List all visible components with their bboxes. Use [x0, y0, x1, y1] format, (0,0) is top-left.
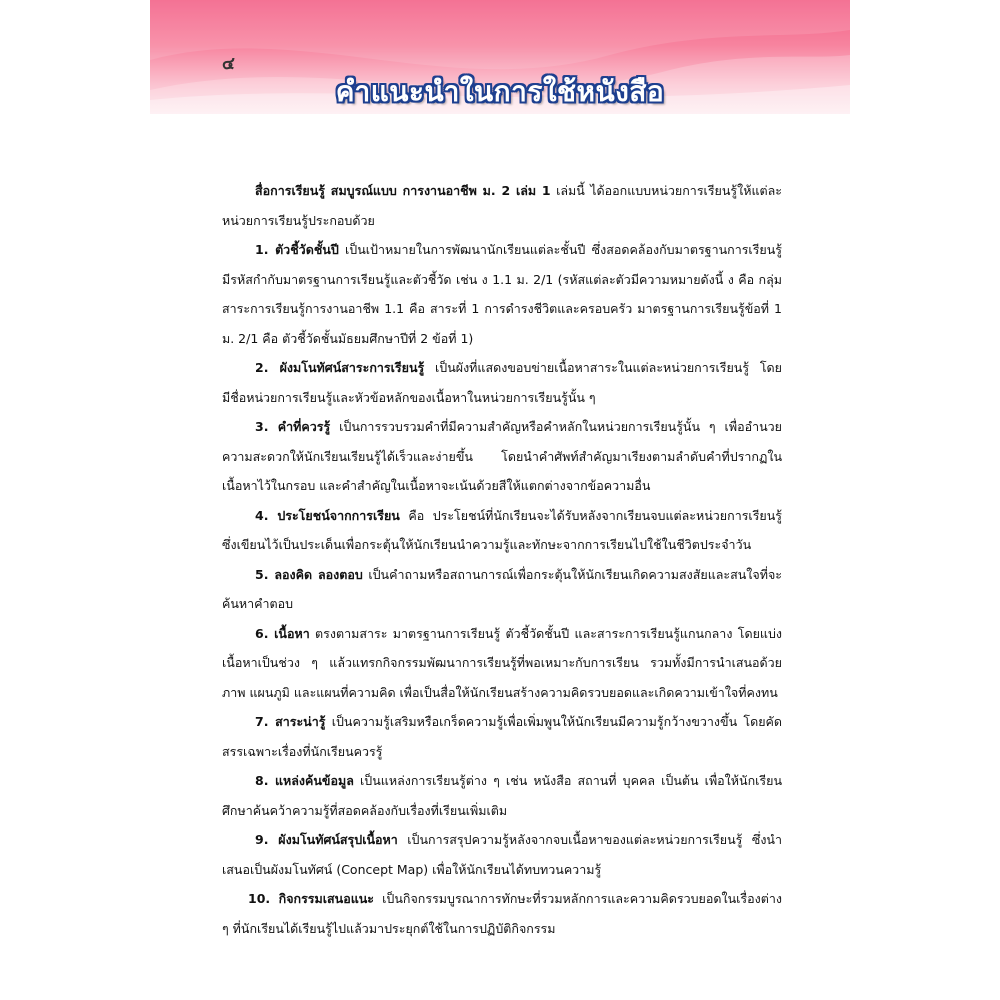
item-2 — [222, 353, 782, 412]
intro-paragraph — [222, 176, 782, 235]
item-text: เป็นคำถามหรือสถานการณ์เพื่อกระตุ้นให้นักเรียนเกิดความสงสัยและสนใจที่จะค้นหาคำตอบ — [222, 566, 783, 611]
item-label: 2. ผังมโนทัศน์สาระการเรียนรู้ — [255, 360, 425, 375]
item-7 — [222, 707, 782, 766]
intro-text: เล่มนี้ ได้ออกแบบหน่วยการเรียนรู้ให้แต่ละหน่วยการเรียนรู้ประกอบด้วย — [222, 183, 783, 228]
item-text: เป็นการสรุปความรู้หลังจากจบเนื้อหาของแต่ละหน่วยการเรียนรู้ ซึ่งนำเสนอเป็นผังมโนทัศน์ (Concept Map) เพื่อให้นักเรียนได้ทบทวนความรู้ — [222, 832, 782, 877]
item-text: เป็นผังที่แสดงขอบข่ายเนื้อหาสาระในแต่ละหน่วยการเรียนรู้ โดยมีชื่อหน่วยการเรียนรู้และหัวข้อหลักของเนื้อหาในหน่วยการเรียนรู้นั้น ๆ — [222, 360, 782, 405]
item-1 — [222, 235, 782, 353]
item-text: ตรงตามสาระ มาตรฐานการเรียนรู้ ตัวชี้วัดชั้นปี และสาระการเรียนรู้แกนกลาง โดยแบ่งเนื้อหาเป็นช่วง ๆ แล้วแทรกกิจกรรมพัฒนาการเรียนรู้ที่พอเหมาะกับการเรียน รวมทั้งมีการนำเสนอด้วยภาพ แผนภูมิ และแผนที่ความคิด เพื่อเป็นสื่อให้นักเรียนสร้างความคิดรวบยอดและเกิดความเข้าใจที่คงทน — [222, 625, 782, 700]
item-label: 10. กิจกรรมเสนอแนะ — [248, 891, 375, 906]
item-label: 1. ตัวชี้วัดชั้นปี — [255, 242, 339, 257]
item-10 — [222, 884, 782, 943]
item-text: เป็นแหล่งการเรียนรู้ต่าง ๆ เช่น หนังสือ สถานที่ บุคคล เป็นต้น เพื่อให้นักเรียนศึกษาค้นคว้าความรู้ที่สอดคล้องกับเรื่องที่เรียนเพิ่มเติม — [222, 773, 782, 818]
item-label: 7. สาระน่ารู้ — [255, 714, 326, 729]
item-label: 4. ประโยชน์จากการเรียน — [255, 507, 400, 523]
item-5 — [222, 560, 782, 619]
item-label: 5. ลองคิด ลองตอบ — [255, 566, 363, 582]
item-4 — [222, 501, 782, 560]
item-text: เป็นการรวบรวมคำที่มีความสำคัญหรือคำหลักในหน่วยการเรียนรู้นั้น ๆ เพื่ออำนวยความสะดวกให้นักเรียนเรียนรู้ได้เร็วและง่ายขึ้น โดยนำคำศัพท์สำคัญมาเรียงตามลำดับคำที่ปรากฏในเนื้อหาไว้ในกรอบ และคำสำคัญในเนื้อหาจะเน้นด้วยสีให้แตกต่างจากข้อความอื่น — [222, 419, 782, 493]
intro-book-title: สื่อการเรียนรู้ สมบูรณ์แบบ การงานอาชีพ ม. 2 เล่ม 1 — [255, 183, 551, 198]
item-label: 6. เนื้อหา — [255, 625, 310, 641]
item-3 — [222, 412, 782, 501]
item-label: 8. แหล่งค้นข้อมูล — [255, 773, 354, 788]
page-title: คำแนะนำในการใช้หนังสือ — [335, 75, 665, 108]
item-9 — [222, 825, 782, 884]
item-label: 3. คำที่ควรรู้ — [255, 419, 331, 434]
item-text: คือ ประโยชน์ที่นักเรียนจะได้รับหลังจากเรียนจบแต่ละหน่วยการเรียนรู้ ซึ่งเขียนไว้เป็นประเด็นเพื่อกระตุ้นให้นักเรียนนำความรู้และทักษะจากการเรียนไปใช้ในชีวิตประจำวัน — [222, 507, 783, 552]
item-text: เป็นกิจกรรมบูรณาการทักษะที่รวมหลักการและความคิดรวบยอดในเรื่องต่าง ๆ ที่นักเรียนได้เรียนรู้ไปแล้วมาประยุกต์ใช้ในการปฏิบัติกิจกรรม — [222, 891, 782, 936]
book-page — [150, 0, 850, 1000]
item-text: เป็นเป้าหมายในการพัฒนานักเรียนแต่ละชั้นปี ซึ่งสอดคล้องกับมาตรฐานการเรียนรู้ มีรหัสกำกับมาตรฐานการเรียนรู้และตัวชี้วัด เช่น ง 1.1 ม. 2/1 (รหัสแต่ละตัวมีความหมายดังนี้ ง คือ กลุ่มสาระการเรียนรู้การงานอาชีพ 1.1 คือ สาระที่ 1 การดำรงชีวิตและครอบครัว มาตรฐานการเรียนรู้ข้อที่ 1 ม. 2/1 คือ ตัวชี้วัดชั้นมัธยมศึกษาปีที่ 2 ข้อที่ 1) — [222, 242, 782, 346]
item-text: เป็นความรู้เสริมหรือเกร็ดความรู้เพื่อเพิ่มพูนให้นักเรียนมีความรู้กว้างขวางขึ้น โดยคัดสรรเฉพาะเรื่องที่นักเรียนควรรู้ — [222, 714, 783, 759]
page-number: ๔ — [222, 54, 235, 74]
instructions-body — [222, 176, 782, 943]
item-6 — [222, 619, 782, 708]
header-banner — [150, 0, 850, 114]
item-label: 9. ผังมโนทัศน์สรุปเนื้อหา — [255, 832, 398, 847]
item-8 — [222, 766, 782, 825]
